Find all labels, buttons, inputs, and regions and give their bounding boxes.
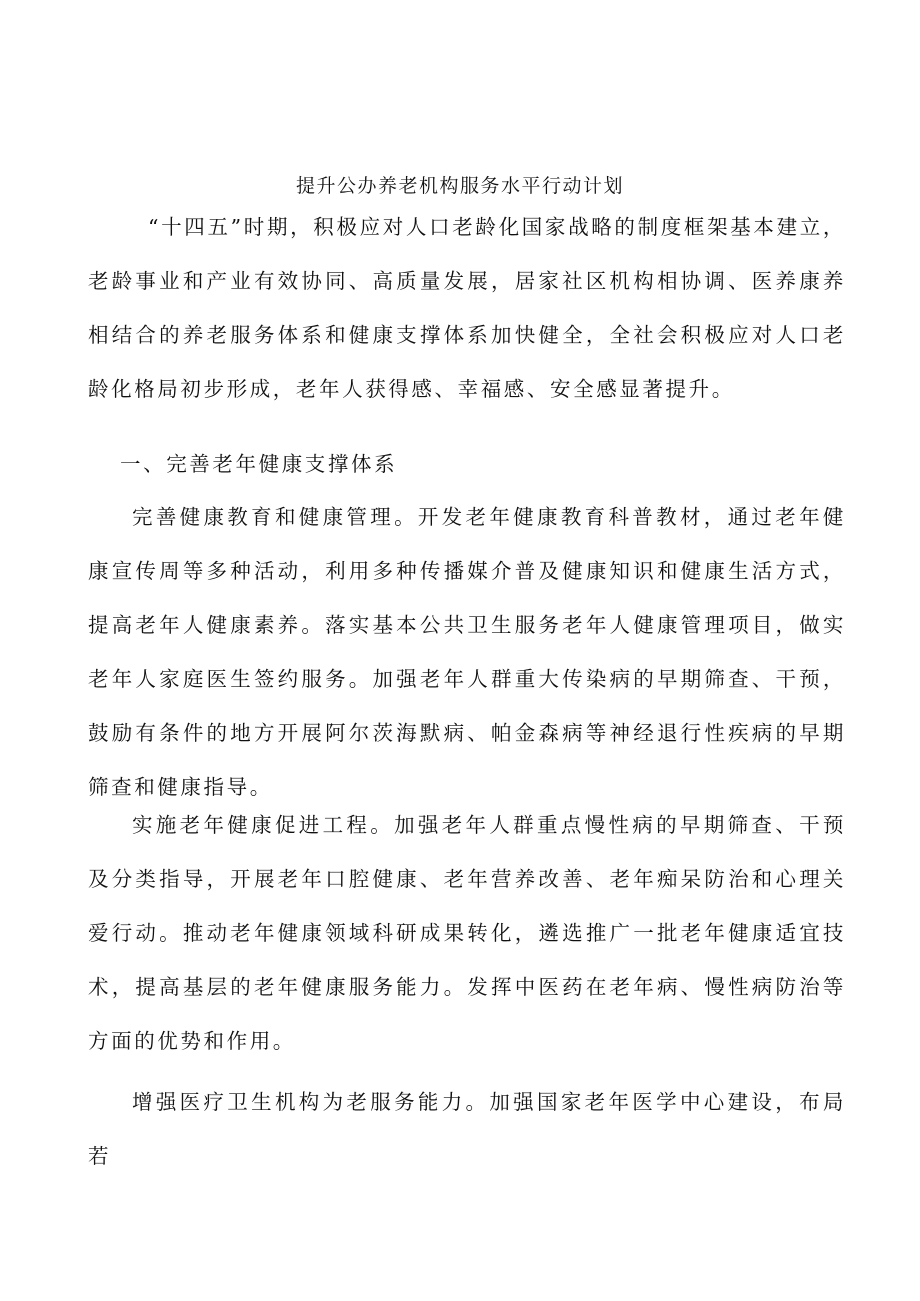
document-title: 提升公办养老机构服务水平行动计划: [295, 175, 624, 197]
intro-paragraph: “十四五”时期，积极应对人口老龄化国家战略的制度框架基本建立，老龄事业和产业有效协同、高质量发展，居家社区机构相协调、医养康养相结合的养老服务体系和健康支撑体系加快健全，全社会积极应对人口老龄化格局初步形成，老年人获得感、幸福感、安全感显著提升。: [88, 215, 846, 401]
paragraph-health-promotion: 实施老年健康促进工程。加强老年人群重点慢性病的早期筛查、干预及分类指导，开展老年口腔健康、老年营养改善、老年痴呆防治和心理关爱行动。推动老年健康领域科研成果转化，遴选推广一批老年健康适宜技术，提高基层的老年健康服务能力。发挥中医药在老年病、慢性病防治等方面的优势和作用。: [88, 813, 846, 1053]
paragraph-health-education: 完善健康教育和健康管理。开发老年健康教育科普教材，通过老年健康宣传周等多种活动，利用多种传播媒介普及健康知识和健康生活方式，提高老年人健康素养。落实基本公共卫生服务老年人健康管理项目，做实老年人家庭医生签约服务。加强老年人群重大传染病的早期筛查、干预，鼓励有条件的地方开展阿尔茨海默病、帕金森病等神经退行性疾病的早期筛查和健康指导。: [88, 505, 846, 799]
section-heading: 一、完善老年健康支撑体系: [120, 452, 398, 476]
paragraph-medical-capacity: 增强医疗卫生机构为老服务能力。加强国家老年医学中心建设，布局若: [88, 1090, 846, 1168]
